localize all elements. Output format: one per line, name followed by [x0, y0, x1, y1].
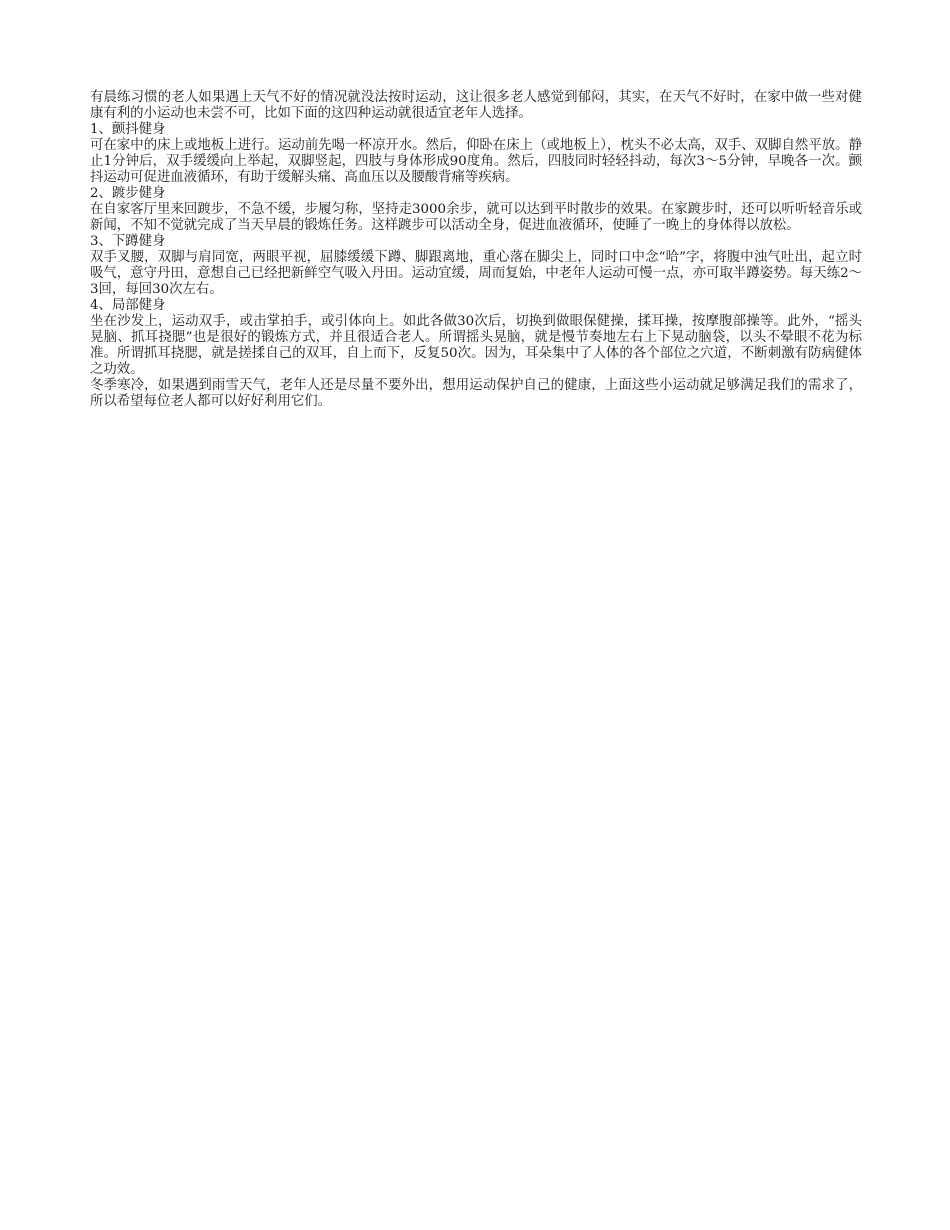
section-body-squatting: 双手叉腰，双脚与肩同宽，两眼平视，屈膝缓缓下蹲、脚跟离地，重心落在脚尖上，同时口中念“哈”字，将腹中浊气吐出，起立时吸气，意守丹田，意想自己已经把新鲜空气吸入丹田。运动宜缓，周而复始，中老年人运动可慢一点，亦可取半蹲姿势。每天练2～3回，每回30次左右。 [90, 250, 862, 297]
document-body [90, 90, 862, 410]
section-body-local: 坐在沙发上，运动双手，或击掌拍手，或引体向上。如此各做30次后，切换到做眼保健操，揉耳操，按摩腹部操等。此外，“摇头晃脑、抓耳挠腮”也是很好的锻炼方式，并且很适合老人。所谓摇头晃脑，就是慢节奏地左右上下晃动脑袋，以头不晕眼不花为标准。所谓抓耳挠腮，就是搓揉自己的双耳，自上而下，反复50次。因为，耳朵集中了人体的各个部位之穴道，不断刺激有防病健体之功效。 [90, 314, 862, 377]
section-heading-squatting: 3、下蹲健身 [90, 234, 166, 249]
conclusion-paragraph: 冬季寒冷，如果遇到雨雪天气，老年人还是尽量不要外出，想用运动保护自己的健康，上面这些小运动就足够满足我们的需求了，所以希望每位老人都可以好好利用它们。 [90, 378, 862, 409]
section-heading-local: 4、局部健身 [90, 298, 166, 313]
section-body-pacing: 在自家客厅里来回踱步，不急不缓，步履匀称，坚持走3000余步，就可以达到平时散步的效果。在家踱步时，还可以听听轻音乐或新闻，不知不觉就完成了当天早晨的锻炼任务。这样踱步可以活动全身，促进血液循环，使睡了一晚上的身体得以放松。 [90, 202, 862, 233]
section-body-trembling: 可在家中的床上或地板上进行。运动前先喝一杯凉开水。然后，仰卧在床上（或地板上），枕头不必太高，双手、双脚自然平放。静止1分钟后，双手缓缓向上举起，双脚竖起，四肢与身体形成90度角。然后，四肢同时轻轻抖动，每次3～5分钟，早晚各一次。颤抖运动可促进血液循环，有助于缓解头痛、高血压以及腰酸背痛等疾病。 [90, 138, 862, 185]
section-heading-trembling: 1、颤抖健身 [90, 122, 166, 137]
section-heading-pacing: 2、踱步健身 [90, 186, 166, 201]
intro-paragraph: 有晨练习惯的老人如果遇上天气不好的情况就没法按时运动，这让很多老人感觉到郁闷，其实，在天气不好时，在家中做一些对健康有利的小运动也未尝不可，比如下面的这四种运动就很适宜老年人选择。 [90, 90, 862, 121]
